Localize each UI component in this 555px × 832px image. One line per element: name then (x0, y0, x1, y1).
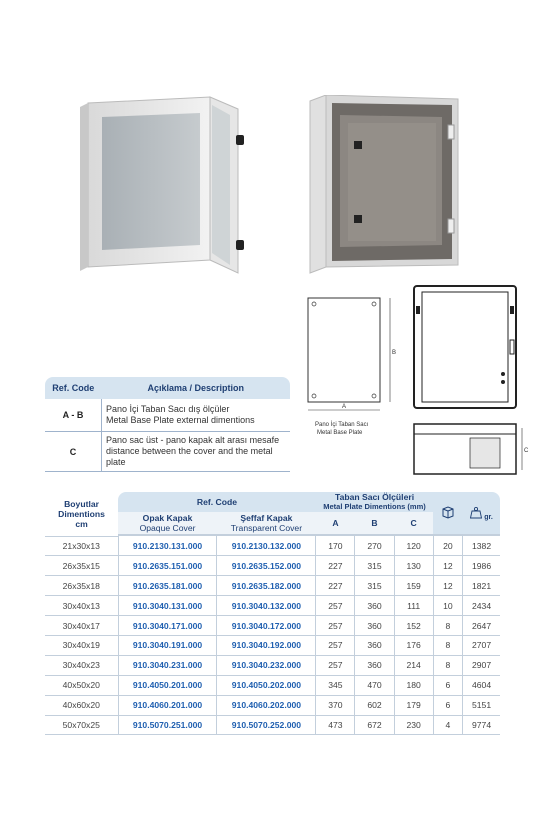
size-header (45, 492, 118, 536)
dim-c-cell: 176 (394, 635, 433, 655)
plate-caption-1: Pano İçi Taban Sacı (315, 422, 369, 428)
transparent-code-cell: 910.3040.172.000 (217, 616, 316, 636)
transparent-code-cell: 910.3040.232.000 (217, 655, 316, 675)
metal-plate-header-tr: Taban Sacı Ölçüleri (334, 492, 415, 502)
table-row (45, 596, 500, 616)
weight-cell: 1382 (463, 536, 500, 556)
size-cell: 30x40x19 (45, 635, 118, 655)
size-cell: 40x50x20 (45, 675, 118, 695)
col-c-header: C (394, 512, 433, 534)
dim-b-cell: 360 (355, 655, 394, 675)
size-cell: 50x70x25 (45, 715, 118, 735)
package-qty-cell: 10 (433, 596, 462, 616)
weight-cell: 2434 (463, 596, 500, 616)
metal-plate-header-en: Metal Plate Dimentions (mm) (323, 502, 426, 511)
opaque-enclosure-photo (80, 95, 255, 275)
dim-a-cell: 257 (316, 596, 355, 616)
opaque-code-cell: 910.2130.131.000 (118, 536, 217, 556)
table-row (45, 675, 500, 695)
ref-code-group-header: Ref. Code (118, 492, 316, 512)
package-qty-cell: 4 (433, 715, 462, 735)
dim-b-cell: 315 (355, 576, 394, 596)
table-row (45, 616, 500, 636)
package-qty-cell: 6 (433, 695, 462, 715)
weight-cell: 9774 (463, 715, 500, 735)
dim-a-cell: 370 (316, 695, 355, 715)
opaque-code-cell: 910.3040.231.000 (118, 655, 217, 675)
dim-b-cell: 360 (355, 616, 394, 636)
latch-bottom-icon (354, 215, 362, 223)
size-cell: 30x40x23 (45, 655, 118, 675)
package-qty-cell: 8 (433, 635, 462, 655)
weight-cell: 1986 (463, 556, 500, 576)
plate-caption-2: Metal Base Plate (317, 430, 363, 436)
col-b-header: B (355, 512, 394, 534)
description-header: Açıklama / Description (102, 377, 291, 399)
description-cell (102, 432, 291, 472)
dim-c-cell: 180 (394, 675, 433, 695)
dim-c-label: C (524, 448, 529, 454)
ref-code-cell: A - B (45, 399, 102, 432)
dim-a-cell: 227 (316, 556, 355, 576)
hinge-knob-bottom (236, 240, 244, 250)
ref-code-cell: C (45, 432, 102, 472)
size-cell: 21x30x13 (45, 536, 118, 556)
size-cell: 40x60x20 (45, 695, 118, 715)
dim-a-cell: 345 (316, 675, 355, 695)
table-row (45, 556, 500, 576)
opaque-header-tr: Opak Kapak (142, 513, 193, 523)
ref-code-table (45, 377, 290, 472)
table-row (45, 576, 500, 596)
package-qty-cell: 6 (433, 675, 462, 695)
col-a-header: A (316, 512, 355, 534)
dim-b-label: B (392, 350, 397, 356)
transparent-code-cell: 910.3040.132.000 (217, 596, 316, 616)
dim-a-label: A (342, 404, 347, 410)
weight-icon (470, 506, 482, 519)
size-cell: 26x35x18 (45, 576, 118, 596)
package-qty-cell: 12 (433, 576, 462, 596)
hinge-knob-top (236, 135, 244, 145)
dim-c-cell: 230 (394, 715, 433, 735)
package-header (433, 492, 462, 534)
description-en: distance between the cover and the metal plate (106, 446, 273, 467)
opaque-code-cell: 910.3040.131.000 (118, 596, 217, 616)
dim-c-cell: 130 (394, 556, 433, 576)
dim-a-cell: 473 (316, 715, 355, 735)
transparent-code-cell: 910.3040.192.000 (217, 635, 316, 655)
box-icon (441, 505, 455, 519)
package-qty-cell: 20 (433, 536, 462, 556)
table-row (45, 695, 500, 715)
weight-unit: gr. (484, 513, 493, 521)
size-cell: 30x40x13 (45, 596, 118, 616)
size-header-unit: cm (75, 518, 88, 529)
metal-base-plate-drawing (300, 290, 400, 460)
transparent-code-cell: 910.2130.132.000 (217, 536, 316, 556)
table-row (45, 432, 290, 472)
latch-top-icon (354, 141, 362, 149)
dimensions-table (45, 492, 500, 735)
dim-a-cell: 257 (316, 635, 355, 655)
weight-cell: 2647 (463, 616, 500, 636)
ref-code-header: Ref. Code (45, 377, 102, 399)
transparent-header-tr: Şeffaf Kapak (240, 513, 293, 523)
enclosure-front-drawing (410, 282, 525, 412)
opaque-header (118, 512, 217, 534)
transparent-header-en: Transparent Cover (230, 523, 303, 533)
table-row (45, 635, 500, 655)
table-row (45, 715, 500, 735)
dim-c-cell: 159 (394, 576, 433, 596)
dim-a-cell: 170 (316, 536, 355, 556)
opaque-code-cell: 910.5070.251.000 (118, 715, 217, 735)
transparent-header (217, 512, 316, 534)
dim-c-cell: 152 (394, 616, 433, 636)
dim-b-cell: 602 (355, 695, 394, 715)
dim-b-cell: 470 (355, 675, 394, 695)
opaque-header-en: Opaque Cover (139, 523, 196, 533)
dim-b-cell: 270 (355, 536, 394, 556)
dim-b-cell: 672 (355, 715, 394, 735)
dim-a-cell: 257 (316, 655, 355, 675)
opaque-code-cell: 910.3040.171.000 (118, 616, 217, 636)
dim-b-cell: 360 (355, 596, 394, 616)
opaque-code-cell: 910.4060.201.000 (118, 695, 217, 715)
transparent-code-cell: 910.4060.202.000 (217, 695, 316, 715)
dim-a-cell: 227 (316, 576, 355, 596)
size-cell: 26x35x15 (45, 556, 118, 576)
description-en: Metal Base Plate external dimentions (106, 415, 255, 425)
description-tr: Pano sac üst - pano kapak alt arası mesafe (106, 435, 280, 445)
dim-a-cell: 257 (316, 616, 355, 636)
opaque-code-cell: 910.3040.191.000 (118, 635, 217, 655)
transparent-code-cell: 910.4050.202.000 (217, 675, 316, 695)
dim-c-cell: 111 (394, 596, 433, 616)
package-qty-cell: 12 (433, 556, 462, 576)
package-qty-cell: 8 (433, 655, 462, 675)
weight-cell: 2907 (463, 655, 500, 675)
package-qty-cell: 8 (433, 616, 462, 636)
table-row (45, 536, 500, 556)
size-header-tr: Boyutlar (64, 498, 99, 509)
transparent-code-cell: 910.2635.182.000 (217, 576, 316, 596)
weight-header (463, 492, 500, 534)
table-row (45, 399, 290, 432)
transparent-code-cell: 910.5070.252.000 (217, 715, 316, 735)
description-tr: Pano İçi Taban Sacı dış ölçüler (106, 404, 230, 414)
description-cell (102, 399, 291, 432)
enclosure-side-drawing (410, 418, 530, 478)
dim-c-cell: 214 (394, 655, 433, 675)
dim-b-cell: 360 (355, 635, 394, 655)
dim-c-cell: 120 (394, 536, 433, 556)
opaque-code-cell: 910.4050.201.000 (118, 675, 217, 695)
weight-cell: 1821 (463, 576, 500, 596)
transparent-enclosure-photo (308, 95, 468, 275)
opaque-code-cell: 910.2635.151.000 (118, 556, 217, 576)
weight-cell: 2707 (463, 635, 500, 655)
metal-plate-group-header (316, 492, 433, 512)
transparent-code-cell: 910.2635.152.000 (217, 556, 316, 576)
dim-c-cell: 179 (394, 695, 433, 715)
opaque-code-cell: 910.2635.181.000 (118, 576, 217, 596)
dim-b-cell: 315 (355, 556, 394, 576)
weight-cell: 4604 (463, 675, 500, 695)
size-cell: 30x40x17 (45, 616, 118, 636)
table-row (45, 655, 500, 675)
weight-cell: 5151 (463, 695, 500, 715)
size-header-en: Dimentions (58, 508, 105, 519)
